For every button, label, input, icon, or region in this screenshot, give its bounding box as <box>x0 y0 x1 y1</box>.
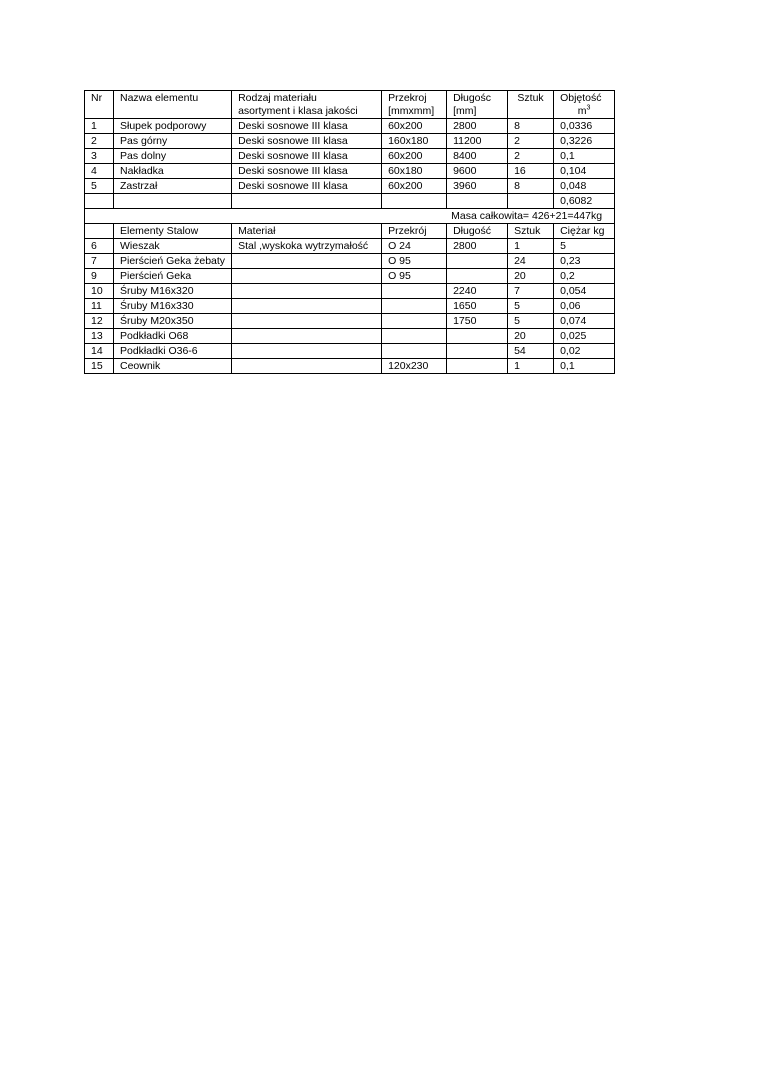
cell-count: 20 <box>508 269 554 284</box>
cell-length: 1650 <box>447 299 508 314</box>
empty-cell <box>382 194 447 209</box>
table-header-row <box>85 91 615 119</box>
cell-name: Wieszak <box>114 239 232 254</box>
header-volume <box>554 91 615 119</box>
cell-cross-section: O 24 <box>382 239 447 254</box>
header-volume-unit <box>560 105 608 118</box>
cell-nr: 7 <box>85 254 114 269</box>
table-row <box>85 134 615 149</box>
cell-length <box>447 269 508 284</box>
cell-material: Deski sosnowe III klasa <box>232 149 382 164</box>
cell-name: Podkładki O68 <box>114 329 232 344</box>
volume-unit-exponent: 3 <box>586 104 591 112</box>
cell-length: 2240 <box>447 284 508 299</box>
cell-count: 8 <box>508 179 554 194</box>
cell-value: 0,104 <box>554 164 615 179</box>
cell-cross-section <box>382 344 447 359</box>
cell-material <box>232 329 382 344</box>
cell-count: 2 <box>508 134 554 149</box>
header-cross-section <box>382 91 447 119</box>
cell-nr: 9 <box>85 269 114 284</box>
cell-cross-section <box>382 314 447 329</box>
cell-value: 0,1 <box>554 359 615 374</box>
header-cross-line2: [mmxmm] <box>388 105 435 117</box>
cell-name: Ceownik <box>114 359 232 374</box>
cell-value: 0,06 <box>554 299 615 314</box>
cell-length: 2800 <box>447 119 508 134</box>
header-length-line2: [mm] <box>453 105 477 117</box>
cell-length <box>447 359 508 374</box>
cell-length <box>447 254 508 269</box>
header-nr: Nr <box>85 91 114 119</box>
cell-value: 0,3226 <box>554 134 615 149</box>
table-row <box>85 284 615 299</box>
cell-value: 0,1 <box>554 149 615 164</box>
cell-material <box>232 254 382 269</box>
cell-count: 2 <box>508 149 554 164</box>
cell-name: Pas dolny <box>114 149 232 164</box>
steel-header-length: Długość <box>447 224 508 239</box>
header-length-line1: Długośc <box>453 92 491 104</box>
empty-cell <box>508 194 554 209</box>
cell-value: 0,23 <box>554 254 615 269</box>
cell-nr: 12 <box>85 314 114 329</box>
table-row <box>85 299 615 314</box>
cell-material: Deski sosnowe III klasa <box>232 179 382 194</box>
header-cross-line1: Przekroj <box>388 92 427 104</box>
header-count: Sztuk <box>508 91 554 119</box>
cell-count: 24 <box>508 254 554 269</box>
header-volume-line1: Objętość <box>560 92 602 104</box>
cell-name: Nakładka <box>114 164 232 179</box>
header-material-line2: asortyment i klasa jakości <box>238 105 358 117</box>
cell-cross-section: 160x180 <box>382 134 447 149</box>
cell-name: Śruby M16x330 <box>114 299 232 314</box>
mass-total-text: Masa całkowita= 426+21=447kg <box>85 209 615 224</box>
cell-name: Słupek podporowy <box>114 119 232 134</box>
table-row <box>85 179 615 194</box>
cell-nr: 10 <box>85 284 114 299</box>
cell-name: Pierścień Geka <box>114 269 232 284</box>
cell-value: 0,048 <box>554 179 615 194</box>
wood-total-row <box>85 194 615 209</box>
cell-cross-section: 120x230 <box>382 359 447 374</box>
cell-nr: 5 <box>85 179 114 194</box>
table-row <box>85 164 615 179</box>
cell-name: Śruby M16x320 <box>114 284 232 299</box>
cell-cross-section: O 95 <box>382 269 447 284</box>
cell-cross-section <box>382 299 447 314</box>
cell-value: 0,025 <box>554 329 615 344</box>
cell-count: 5 <box>508 314 554 329</box>
cell-count: 20 <box>508 329 554 344</box>
empty-cell <box>232 194 382 209</box>
cell-name: Pierścień Geka żebaty <box>114 254 232 269</box>
cell-material <box>232 284 382 299</box>
cell-value: 5 <box>554 239 615 254</box>
cell-cross-section: 60x180 <box>382 164 447 179</box>
cell-name: Zastrzał <box>114 179 232 194</box>
header-length <box>447 91 508 119</box>
cell-value: 0,054 <box>554 284 615 299</box>
table-row <box>85 344 615 359</box>
steel-header-count: Sztuk <box>508 224 554 239</box>
table-row <box>85 239 615 254</box>
cell-value: 0,2 <box>554 269 615 284</box>
cell-length: 1750 <box>447 314 508 329</box>
cell-length: 2800 <box>447 239 508 254</box>
cell-length: 9600 <box>447 164 508 179</box>
cell-cross-section <box>382 284 447 299</box>
cell-name: Podkładki O36-6 <box>114 344 232 359</box>
header-material-line1: Rodzaj materiału <box>238 92 317 104</box>
cell-material <box>232 314 382 329</box>
cell-count: 8 <box>508 119 554 134</box>
cell-material: Deski sosnowe III klasa <box>232 119 382 134</box>
cell-nr: 2 <box>85 134 114 149</box>
cell-length: 11200 <box>447 134 508 149</box>
cell-material: Deski sosnowe III klasa <box>232 164 382 179</box>
table-row <box>85 149 615 164</box>
table-row <box>85 269 615 284</box>
steel-header-weight: Ciężar kg <box>554 224 615 239</box>
cell-value: 0,074 <box>554 314 615 329</box>
cell-material <box>232 269 382 284</box>
volume-unit-base: m <box>577 105 587 117</box>
cell-count: 1 <box>508 239 554 254</box>
cell-cross-section: O 95 <box>382 254 447 269</box>
mass-total-row <box>85 209 615 224</box>
header-material <box>232 91 382 119</box>
cell-value: 0,0336 <box>554 119 615 134</box>
cell-length <box>447 329 508 344</box>
steel-header-blank <box>85 224 114 239</box>
steel-header-material: Materiał <box>232 224 382 239</box>
cell-name: Śruby M20x350 <box>114 314 232 329</box>
cell-count: 1 <box>508 359 554 374</box>
empty-cell <box>114 194 232 209</box>
steel-header-row <box>85 224 615 239</box>
empty-cell <box>447 194 508 209</box>
cell-count: 54 <box>508 344 554 359</box>
materials-table <box>84 90 615 374</box>
cell-material <box>232 299 382 314</box>
cell-length <box>447 344 508 359</box>
cell-cross-section: 60x200 <box>382 179 447 194</box>
steel-header-cross: Przekrój <box>382 224 447 239</box>
table-row <box>85 359 615 374</box>
cell-nr: 4 <box>85 164 114 179</box>
cell-nr: 14 <box>85 344 114 359</box>
cell-count: 5 <box>508 299 554 314</box>
table-row <box>85 329 615 344</box>
cell-name: Pas górny <box>114 134 232 149</box>
cell-nr: 1 <box>85 119 114 134</box>
header-name: Nazwa elementu <box>114 91 232 119</box>
cell-nr: 15 <box>85 359 114 374</box>
cell-cross-section: 60x200 <box>382 149 447 164</box>
cell-nr: 13 <box>85 329 114 344</box>
cell-material: Stal ,wyskoka wytrzymałość <box>232 239 382 254</box>
cell-length: 8400 <box>447 149 508 164</box>
table-row <box>85 254 615 269</box>
cell-nr: 3 <box>85 149 114 164</box>
cell-material <box>232 344 382 359</box>
cell-cross-section: 60x200 <box>382 119 447 134</box>
wood-total-volume: 0,6082 <box>554 194 615 209</box>
cell-nr: 6 <box>85 239 114 254</box>
steel-header-name: Elementy Stalow <box>114 224 232 239</box>
cell-nr: 11 <box>85 299 114 314</box>
cell-material: Deski sosnowe III klasa <box>232 134 382 149</box>
cell-length: 3960 <box>447 179 508 194</box>
cell-count: 16 <box>508 164 554 179</box>
cell-count: 7 <box>508 284 554 299</box>
table-row <box>85 119 615 134</box>
cell-material <box>232 359 382 374</box>
empty-cell <box>85 194 114 209</box>
cell-cross-section <box>382 329 447 344</box>
cell-value: 0,02 <box>554 344 615 359</box>
table-row <box>85 314 615 329</box>
